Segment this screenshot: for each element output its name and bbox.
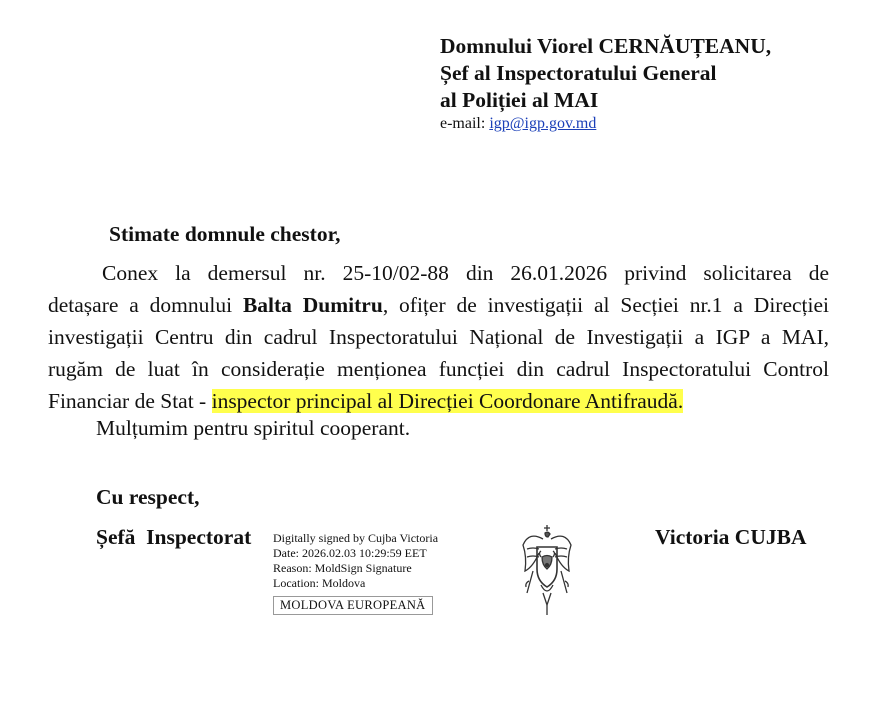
signature-stamp: MOLDOVA EUROPEANĂ (273, 596, 433, 615)
signer-role: Șefă Inspectorat (96, 525, 252, 549)
body-line-2: detașare a domnului Balta Dumitru, ofițer de investigații al Secției nr.1 a Direcției (48, 293, 830, 317)
body-line-5: Financiar de Stat - inspector principal al Direcției Coordonare Antifraudă. (48, 389, 684, 413)
body-line-3: investigații Centru din cadrul Inspectoratului Național de Investigații a IGP a MAI, (48, 325, 829, 349)
email-link[interactable]: igp@igp.gov.md (489, 115, 597, 132)
recipient-position: Șef al Inspectoratului General (440, 61, 717, 85)
thanks-line: Mulțumim pentru spiritul cooperant. (96, 416, 411, 440)
body-line-4: rugăm de luat în considerație menționea funcției din cadrul Inspectoratului Control (48, 357, 829, 381)
signature-signed-by: Digitally signed by Cujba Victoria (273, 531, 439, 545)
person-name: Balta Dumitru (242, 293, 383, 317)
body-line-1: Conex la demersul nr. 25-10/02-88 din 26.01.2026 privind solicitarea de (102, 261, 829, 285)
body-paragraph (48, 257, 829, 417)
recipient-name: Domnului Viorel CERNĂUȚEANU, (440, 34, 772, 58)
email-label: e-mail: (440, 115, 486, 132)
recipient-institution: al Poliției al MAI (440, 88, 599, 112)
digital-signature[interactable] (273, 531, 438, 591)
email-line (440, 115, 596, 133)
signature-date: Date: 2026.02.03 10:29:59 EET (273, 546, 427, 560)
recipient-block (440, 33, 771, 114)
highlighted-text: inspector principal al Direcției Coordonare Antifraudă. (211, 389, 684, 413)
signer-name: Victoria CUJBA (655, 525, 807, 549)
signature-location: Location: Moldova (273, 576, 366, 590)
signature-reason: Reason: MoldSign Signature (273, 561, 412, 575)
closing: Cu respect, (96, 485, 200, 509)
coat-of-arms-icon (519, 523, 575, 623)
salutation: Stimate domnule chestor, (109, 222, 341, 246)
